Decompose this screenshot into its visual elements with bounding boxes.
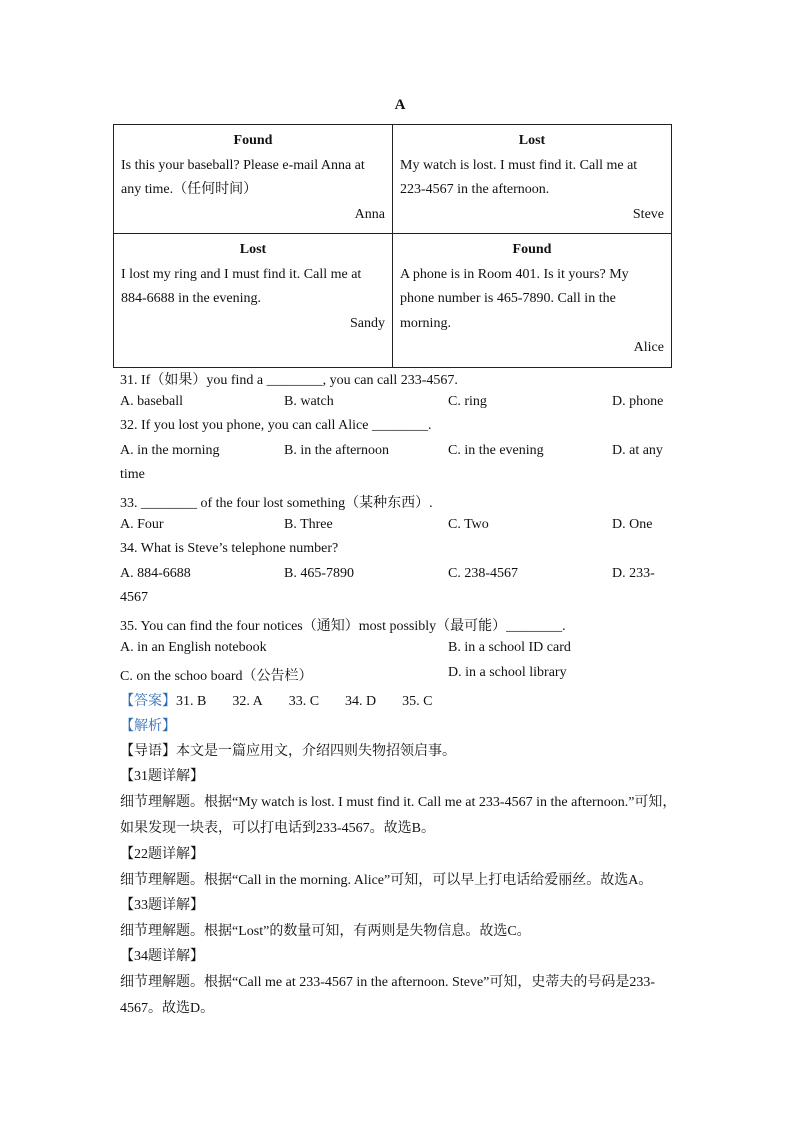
question-stem: 31. If（如果）you find a ________, you can call 233-4567.: [120, 373, 458, 388]
option-wrap-text: 4567: [120, 590, 148, 605]
detail-heading: 【33题详解】: [120, 898, 204, 913]
notices-row: [114, 125, 672, 234]
question-stem: 32. If you lost you phone, you can call Alice ________.: [120, 418, 432, 433]
notice-cell: [393, 125, 672, 234]
question-stem: 35. You can find the four notices（通知）most possibly（最可能）________.: [120, 619, 566, 634]
option-d: D. in a school library: [448, 665, 567, 680]
notice-text: My watch is lost. I must find it. Call me at 223-4567 in the afternoon.: [400, 157, 638, 197]
option-b: B. watch: [284, 394, 334, 409]
notice-text: Is this your baseball? Please e-mail Anna at any time.（任何时间）: [121, 157, 365, 197]
notice-cell: [114, 234, 393, 368]
answer-item: 35. C: [402, 694, 433, 709]
notices-row: [114, 234, 672, 368]
question-stem: 34. What is Steve’s telephone number?: [120, 541, 339, 556]
notice-heading: Lost: [239, 242, 267, 257]
option-c: C. 238-4567: [448, 566, 518, 581]
answer-item: 34. D: [345, 694, 377, 709]
option-c: C. in the evening: [448, 443, 544, 458]
answer-label: 【答案】: [120, 694, 176, 709]
option-d: D. at any: [612, 443, 663, 458]
answer-item: 32. A: [232, 694, 263, 709]
option-a: A. Four: [120, 517, 164, 532]
notice-heading: Found: [233, 133, 273, 148]
option-d: D. One: [612, 517, 653, 532]
notices-table: [113, 124, 672, 368]
notice-cell: [393, 234, 672, 368]
detail-line: 细节理解题。根据“Lost”的数量可知，有两则是失物信息。故选C。: [120, 924, 531, 939]
notice-signature: Alice: [633, 340, 664, 355]
option-a: A. in the morning: [120, 443, 220, 458]
notice-heading: Lost: [518, 133, 546, 148]
option-b: B. in the afternoon: [284, 443, 389, 458]
notice-heading: Found: [512, 242, 552, 257]
detail-line: 细节理解题。根据“Call in the morning. Alice”可知，可以早上打电话给爱丽丝。故选A。: [120, 873, 653, 888]
notice-cell: [114, 125, 393, 234]
notice-text: I lost my ring and I must find it. Call me at 884-6688 in the evening.: [121, 266, 362, 306]
option-d: D. 233-: [612, 566, 655, 581]
detail-line: 4567。故选D。: [120, 1001, 215, 1016]
option-c: C. ring: [448, 394, 487, 409]
notice-signature: Anna: [354, 206, 385, 222]
detail-line: 如果发现一块表，可以打电话到233-4567。故选B。: [120, 821, 435, 836]
option-b: B. Three: [284, 517, 333, 532]
option-c: C. on the schoo board（公告栏）: [120, 669, 313, 684]
detail-line: 细节理解题。根据“My watch is lost. I must find it. Call me at 233-4567 in the afternoon.”可知，: [120, 795, 677, 810]
guide-text: 【导语】本文是一篇应用文，介绍四则失物招领启事。: [120, 744, 456, 759]
option-b: B. in a school ID card: [448, 640, 571, 655]
answer-line: [120, 690, 433, 710]
analysis-label: 【解析】: [120, 719, 176, 734]
answer-item: 31. B: [176, 694, 207, 709]
detail-heading: 【22题详解】: [120, 847, 204, 862]
option-b: B. 465-7890: [284, 566, 354, 581]
notice-signature: Steve: [632, 206, 664, 222]
option-a: A. baseball: [120, 394, 183, 409]
option-d: D. phone: [612, 394, 664, 409]
notice-signature: Sandy: [350, 315, 385, 331]
option-a: A. in an English notebook: [120, 640, 267, 655]
answer-item: 33. C: [288, 694, 320, 709]
detail-heading: 【34题详解】: [120, 949, 204, 964]
question-stem: 33. ________ of the four lost something（某种东西）.: [120, 496, 433, 511]
option-c: C. Two: [448, 517, 489, 532]
option-a: A. 884-6688: [120, 566, 191, 581]
notice-text: A phone is in Room 401. Is it yours? My phone number is 465-7890. Call in the morning.: [400, 266, 629, 331]
option-wrap-text: time: [120, 467, 145, 482]
detail-heading: 【31题详解】: [120, 769, 204, 784]
detail-line: 细节理解题。根据“Call me at 233-4567 in the afternoon. Steve”可知，史蒂夫的号码是233-: [120, 975, 656, 990]
section-title: A: [394, 97, 406, 113]
